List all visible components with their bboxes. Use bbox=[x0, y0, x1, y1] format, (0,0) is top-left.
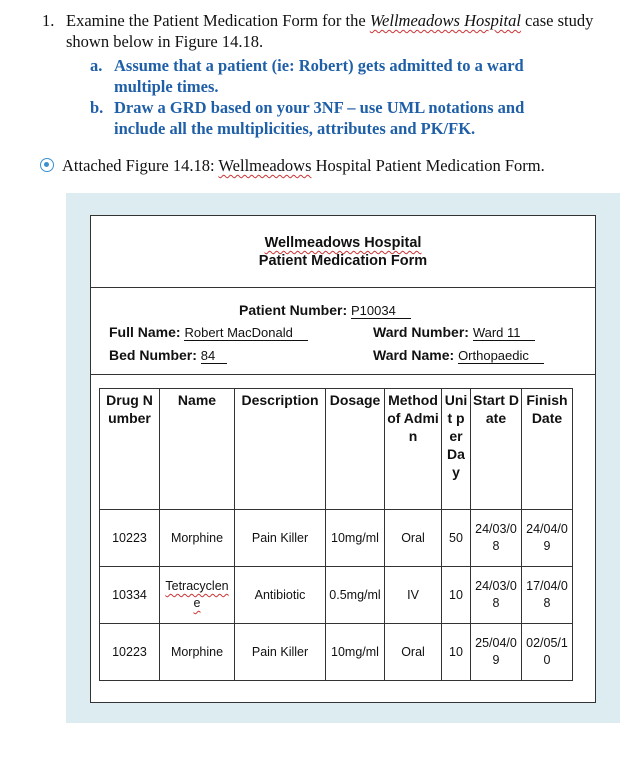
medication-table bbox=[99, 388, 573, 681]
info-circle-icon bbox=[40, 158, 54, 172]
table-header-row bbox=[100, 389, 573, 510]
figure-panel bbox=[66, 193, 620, 723]
table-row: 10223 Morphine Pain Killer 10mg/ml Oral 50 24/03/08 24/04/09 bbox=[100, 510, 573, 567]
col-start-date: Start Date bbox=[471, 389, 522, 510]
bed-number-field: Bed Number: 84 bbox=[109, 347, 227, 364]
full-name-field: Full Name: Robert MacDonald bbox=[109, 324, 308, 341]
form-title: Wellmeadows Hospital bbox=[264, 235, 422, 251]
col-finish-date: Finish Date bbox=[522, 389, 573, 510]
col-description: Description bbox=[235, 389, 326, 510]
col-unit-per-day: Unit per Day bbox=[442, 389, 471, 510]
patient-info bbox=[91, 288, 595, 375]
table-row: 10223 Morphine Pain Killer 10mg/ml Oral 10 25/04/09 02/05/10 bbox=[100, 624, 573, 681]
medication-form bbox=[90, 215, 596, 703]
col-method: Method of Admin bbox=[385, 389, 442, 510]
ward-number-field: Ward Number: Ward 11 bbox=[373, 324, 535, 341]
form-subtitle: Patient Medication Form bbox=[258, 253, 428, 269]
attachment-caption: Attached Figure 14.18: Wellmeadows Hospital Patient Medication Form. bbox=[40, 156, 545, 176]
table-row: 10334 Tetracyclene Antibiotic 0.5mg/ml IV 10 24/03/08 17/04/08 bbox=[100, 567, 573, 624]
form-header bbox=[91, 216, 595, 288]
question-text: Examine the Patient Medication Form for the Wellmeadows Hospital case study shown below in Figure 14.18. bbox=[66, 11, 594, 51]
patient-number-field: Patient Number: P10034 bbox=[239, 302, 411, 319]
col-drug-number: Drug Number bbox=[100, 389, 160, 510]
hospital-name: Wellmeadows Hospital bbox=[369, 11, 521, 30]
ward-name-field: Ward Name: Orthopaedic bbox=[373, 347, 544, 364]
question-number: 1. bbox=[42, 11, 55, 30]
col-dosage: Dosage bbox=[326, 389, 385, 510]
col-name: Name bbox=[160, 389, 235, 510]
